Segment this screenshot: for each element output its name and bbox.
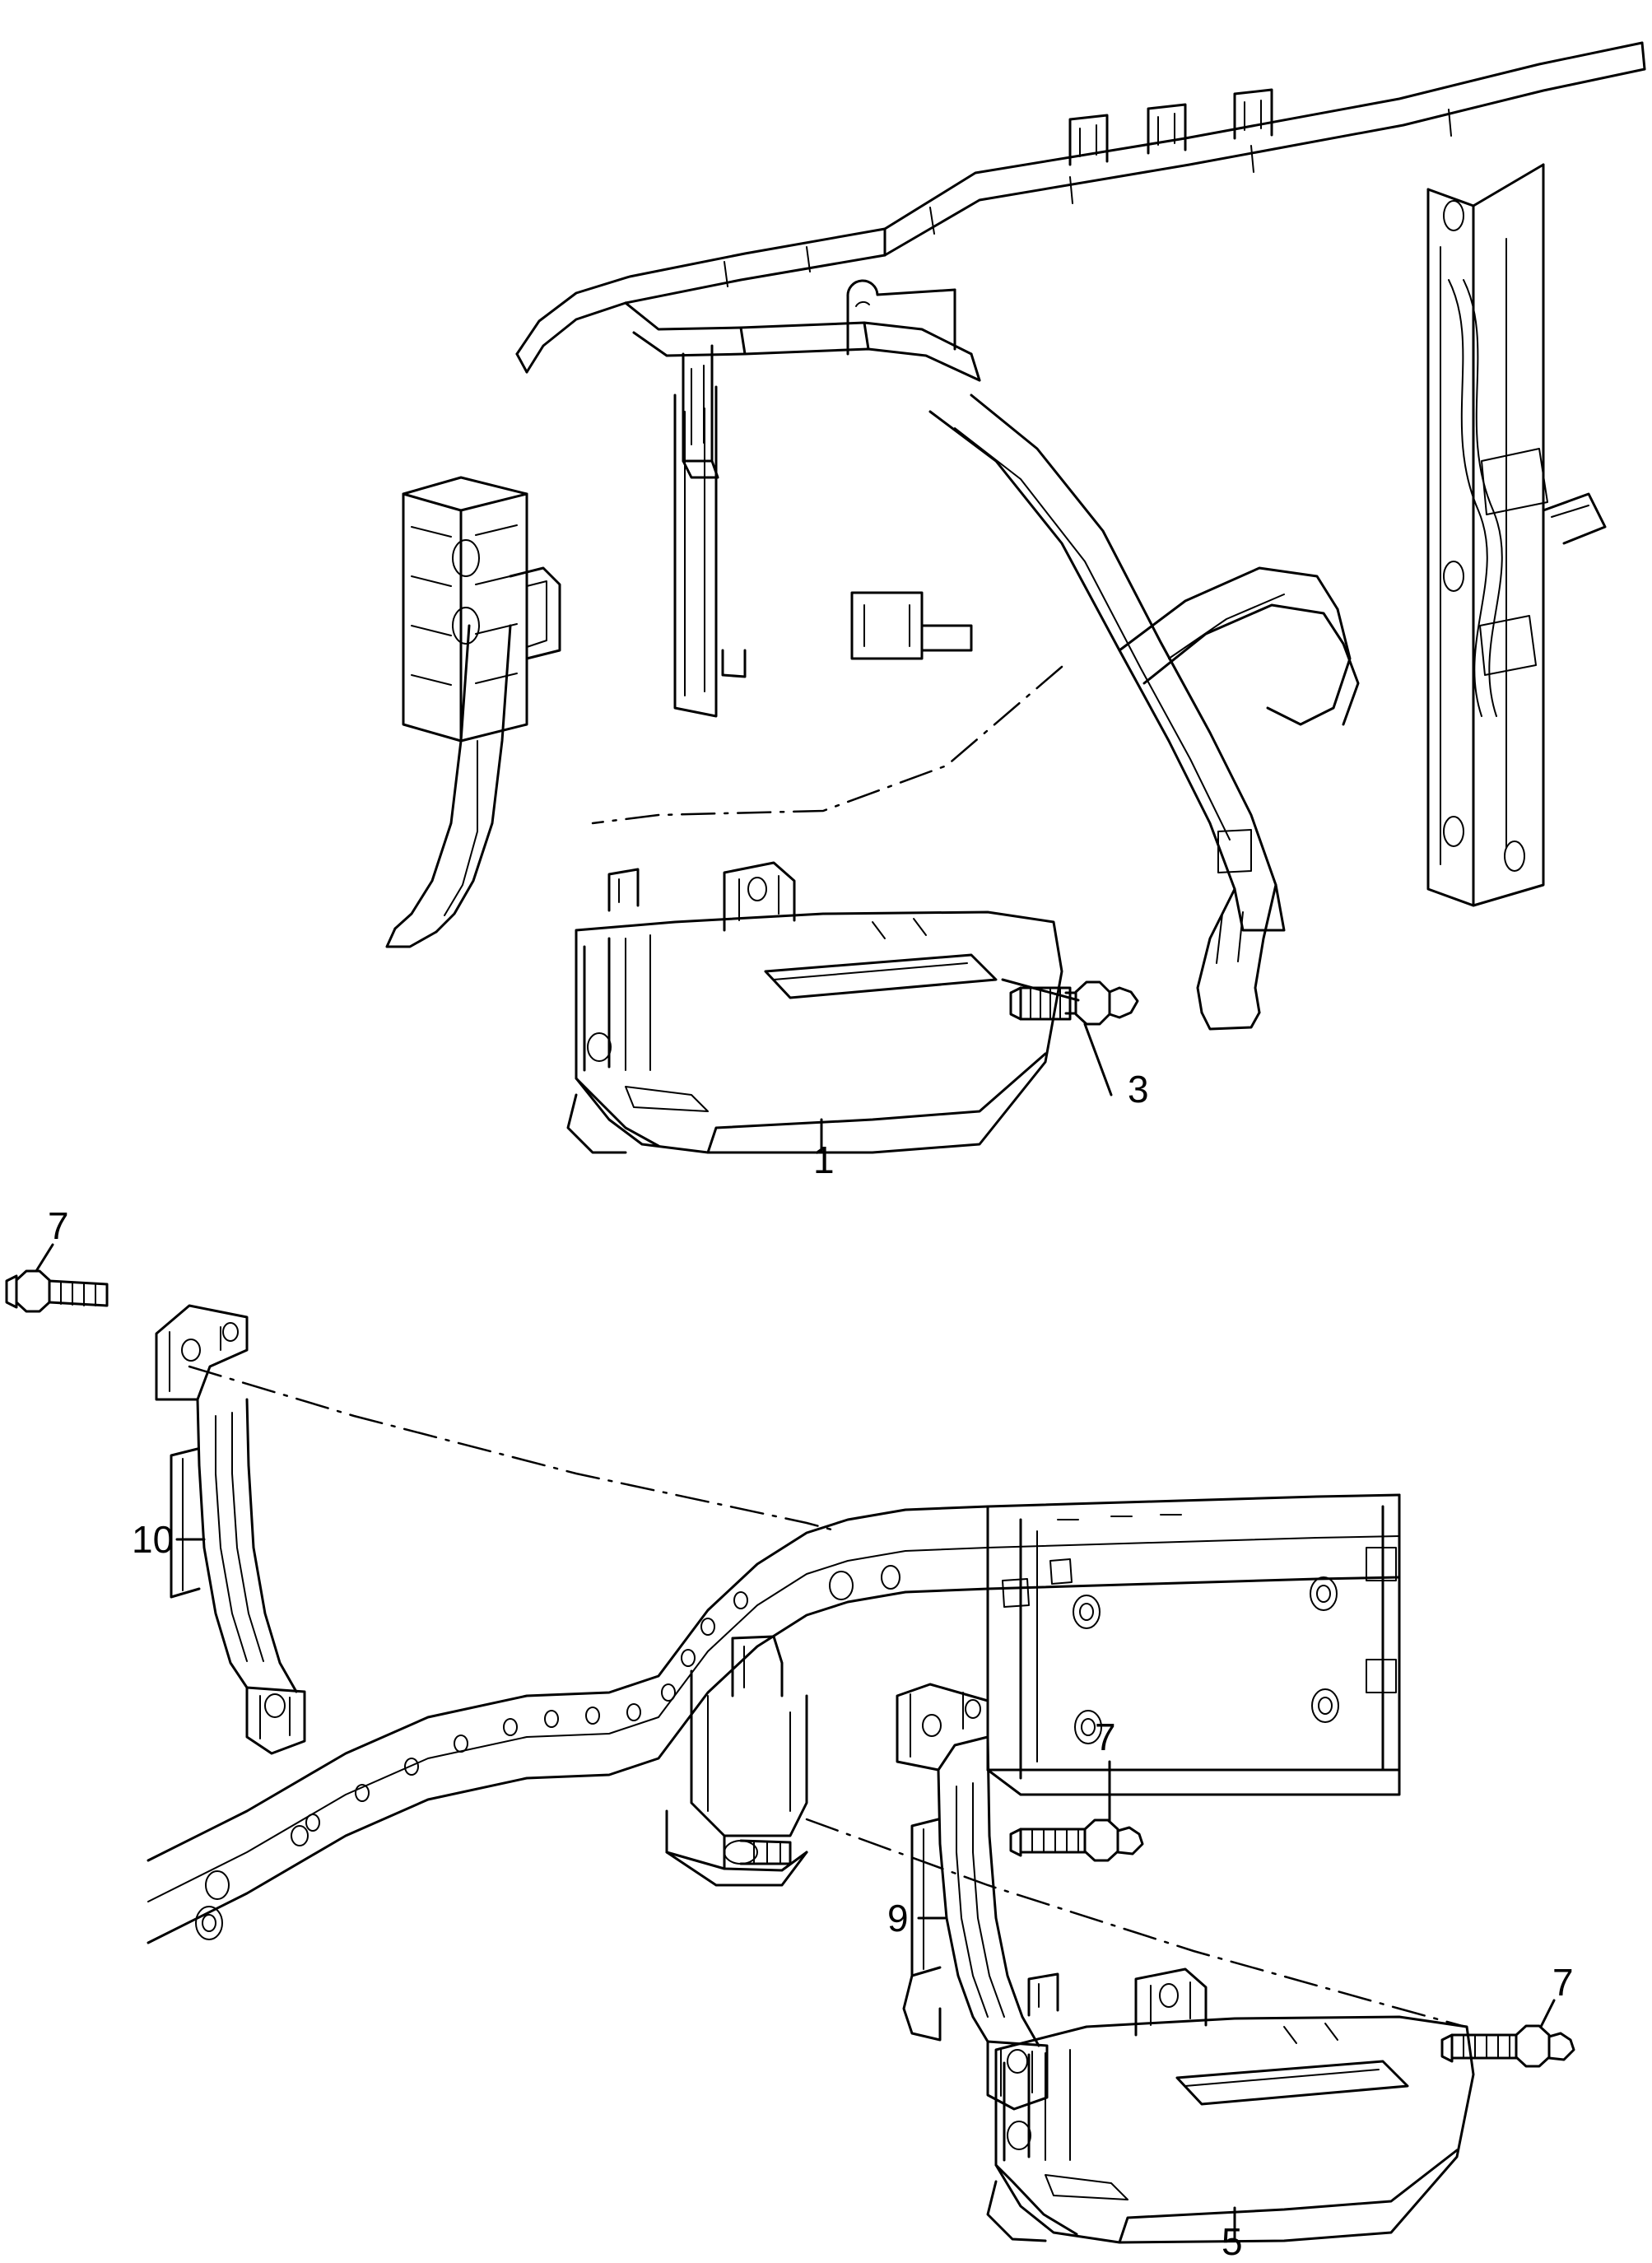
hex-flange-bolt-left — [7, 1245, 107, 1311]
callout-5: 5 — [1222, 2220, 1243, 2263]
callout-9: 9 — [887, 1897, 909, 1939]
hex-flange-bolt-right — [1442, 2000, 1574, 2066]
hex-flange-bolt-center — [1011, 1762, 1142, 1860]
callout-7-right: 7 — [1552, 1961, 1574, 2004]
callout-3: 3 — [1128, 1068, 1149, 1111]
callout-7-center: 7 — [1095, 1716, 1116, 1758]
callout-1: 1 — [813, 1138, 835, 1181]
glove-compartment-upper — [568, 863, 1062, 1152]
assembly-axis-lower-left — [189, 1367, 831, 1530]
bracket-left — [156, 1306, 305, 1753]
assembly-axis-upper — [593, 667, 1062, 823]
callout-7-left: 7 — [48, 1204, 69, 1247]
glove-compartment-lower — [988, 1969, 1473, 2242]
callout-10: 10 — [132, 1518, 175, 1561]
upper-cross-member — [387, 43, 1645, 1029]
lower-cross-member — [148, 1495, 1399, 1943]
